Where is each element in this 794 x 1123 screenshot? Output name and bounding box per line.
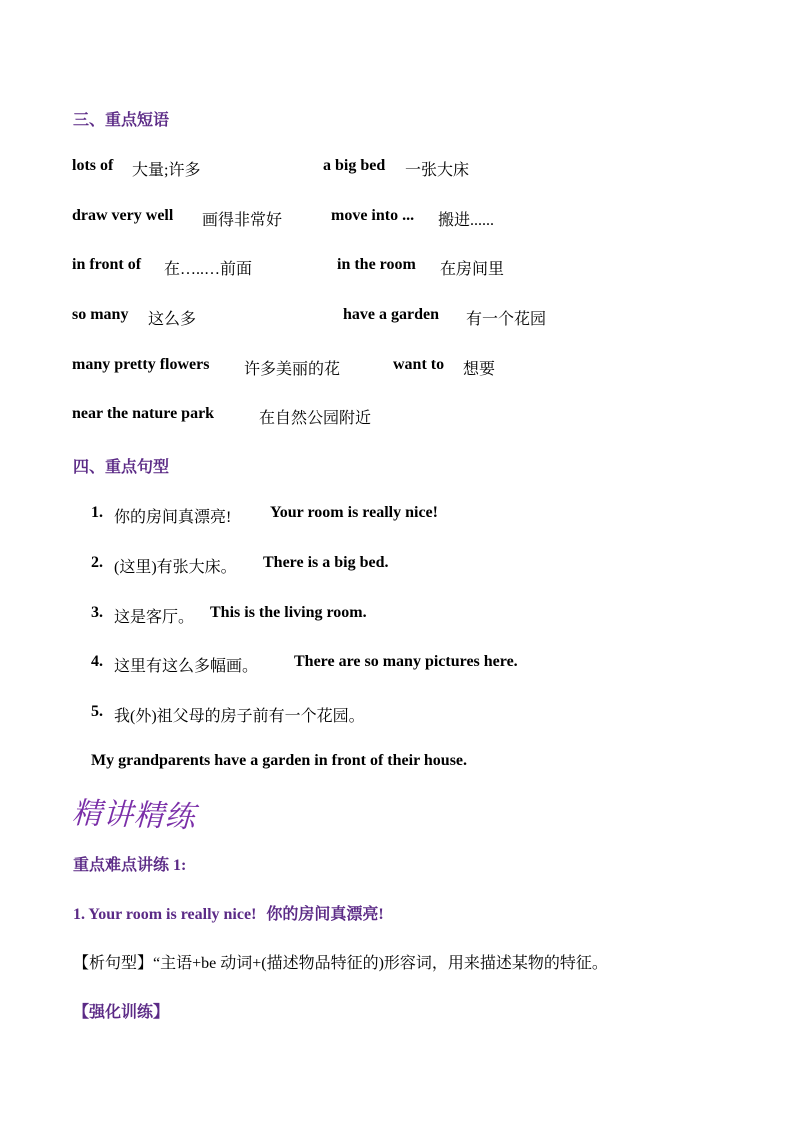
phrase-left-chinese: 在…..…前面 [164, 261, 253, 278]
section-heading-sentences: 四、重点句型 [73, 459, 170, 476]
drill-item-chinese: 你的房间真漂亮! [266, 906, 384, 923]
phrase-left-english: many pretty flowers [72, 356, 210, 373]
phrase-right-english: in the room [337, 256, 416, 273]
drill-item-english: 1. Your room is really nice! [73, 906, 257, 923]
sentence-english: Your room is really nice! [270, 504, 438, 521]
phrase-left-chinese: 这么多 [148, 311, 197, 328]
phrase-left-chinese: 画得非常好 [202, 212, 283, 229]
phrase-left-english: near the nature park [72, 405, 215, 422]
sentence-number: 2. [91, 554, 103, 571]
sentence-chinese: 这是客厅。 [114, 609, 195, 626]
sentence-5-english: My grandparents have a garden in front of their house. [91, 752, 468, 769]
phrase-left-english: in front of [72, 256, 142, 273]
sentence-number: 4. [91, 653, 103, 670]
phrase-right-english: a big bed [323, 157, 386, 174]
section-heading-phrases: 三、重点短语 [73, 112, 170, 129]
sentence-chinese: (这里)有张大床。 [114, 559, 237, 576]
phrase-left-english: lots of [72, 157, 114, 174]
phrase-left-chinese: 许多美丽的花 [244, 361, 341, 378]
sentence-chinese: 你的房间真漂亮! [114, 509, 232, 526]
phrase-right-english: have a garden [343, 306, 439, 323]
practice-title: 精讲精练 [71, 795, 197, 836]
sentence-chinese: 我(外)祖父母的房子前有一个花园。 [114, 708, 365, 725]
phrase-left-english: draw very well [72, 207, 174, 224]
phrase-right-chinese: 在房间里 [440, 261, 505, 278]
phrase-right-chinese: 想要 [463, 361, 496, 378]
exercise-label: 【强化训练】 [73, 1004, 170, 1021]
drill-item [73, 901, 384, 924]
phrase-left-chinese: 大量;许多 [132, 162, 201, 179]
phrase-left-chinese: 在自然公园附近 [259, 410, 372, 427]
sentence-english: There are so many pictures here. [294, 653, 518, 670]
sentence-english: This is the living room. [210, 604, 367, 621]
analysis-text: 【析句型】“主语+be 动词+(描述物品特征的)形容词，用来描述某物的特征。 [73, 955, 608, 972]
sentence-number: 5. [91, 703, 103, 720]
sentence-chinese: 这里有这么多幅画。 [114, 658, 259, 675]
phrase-right-chinese: 有一个花园 [466, 311, 547, 328]
phrase-right-english: move into ... [331, 207, 415, 224]
drill-title: 重点难点讲练 1: [73, 857, 187, 874]
phrase-left-english: so many [72, 306, 129, 323]
phrase-right-chinese: 一张大床 [405, 162, 470, 179]
sentence-number: 1. [91, 504, 103, 521]
phrase-right-english: want to [393, 356, 445, 373]
sentence-number: 3. [91, 604, 103, 621]
phrase-right-chinese: 搬进...... [438, 212, 495, 229]
sentence-english: There is a big bed. [263, 554, 389, 571]
